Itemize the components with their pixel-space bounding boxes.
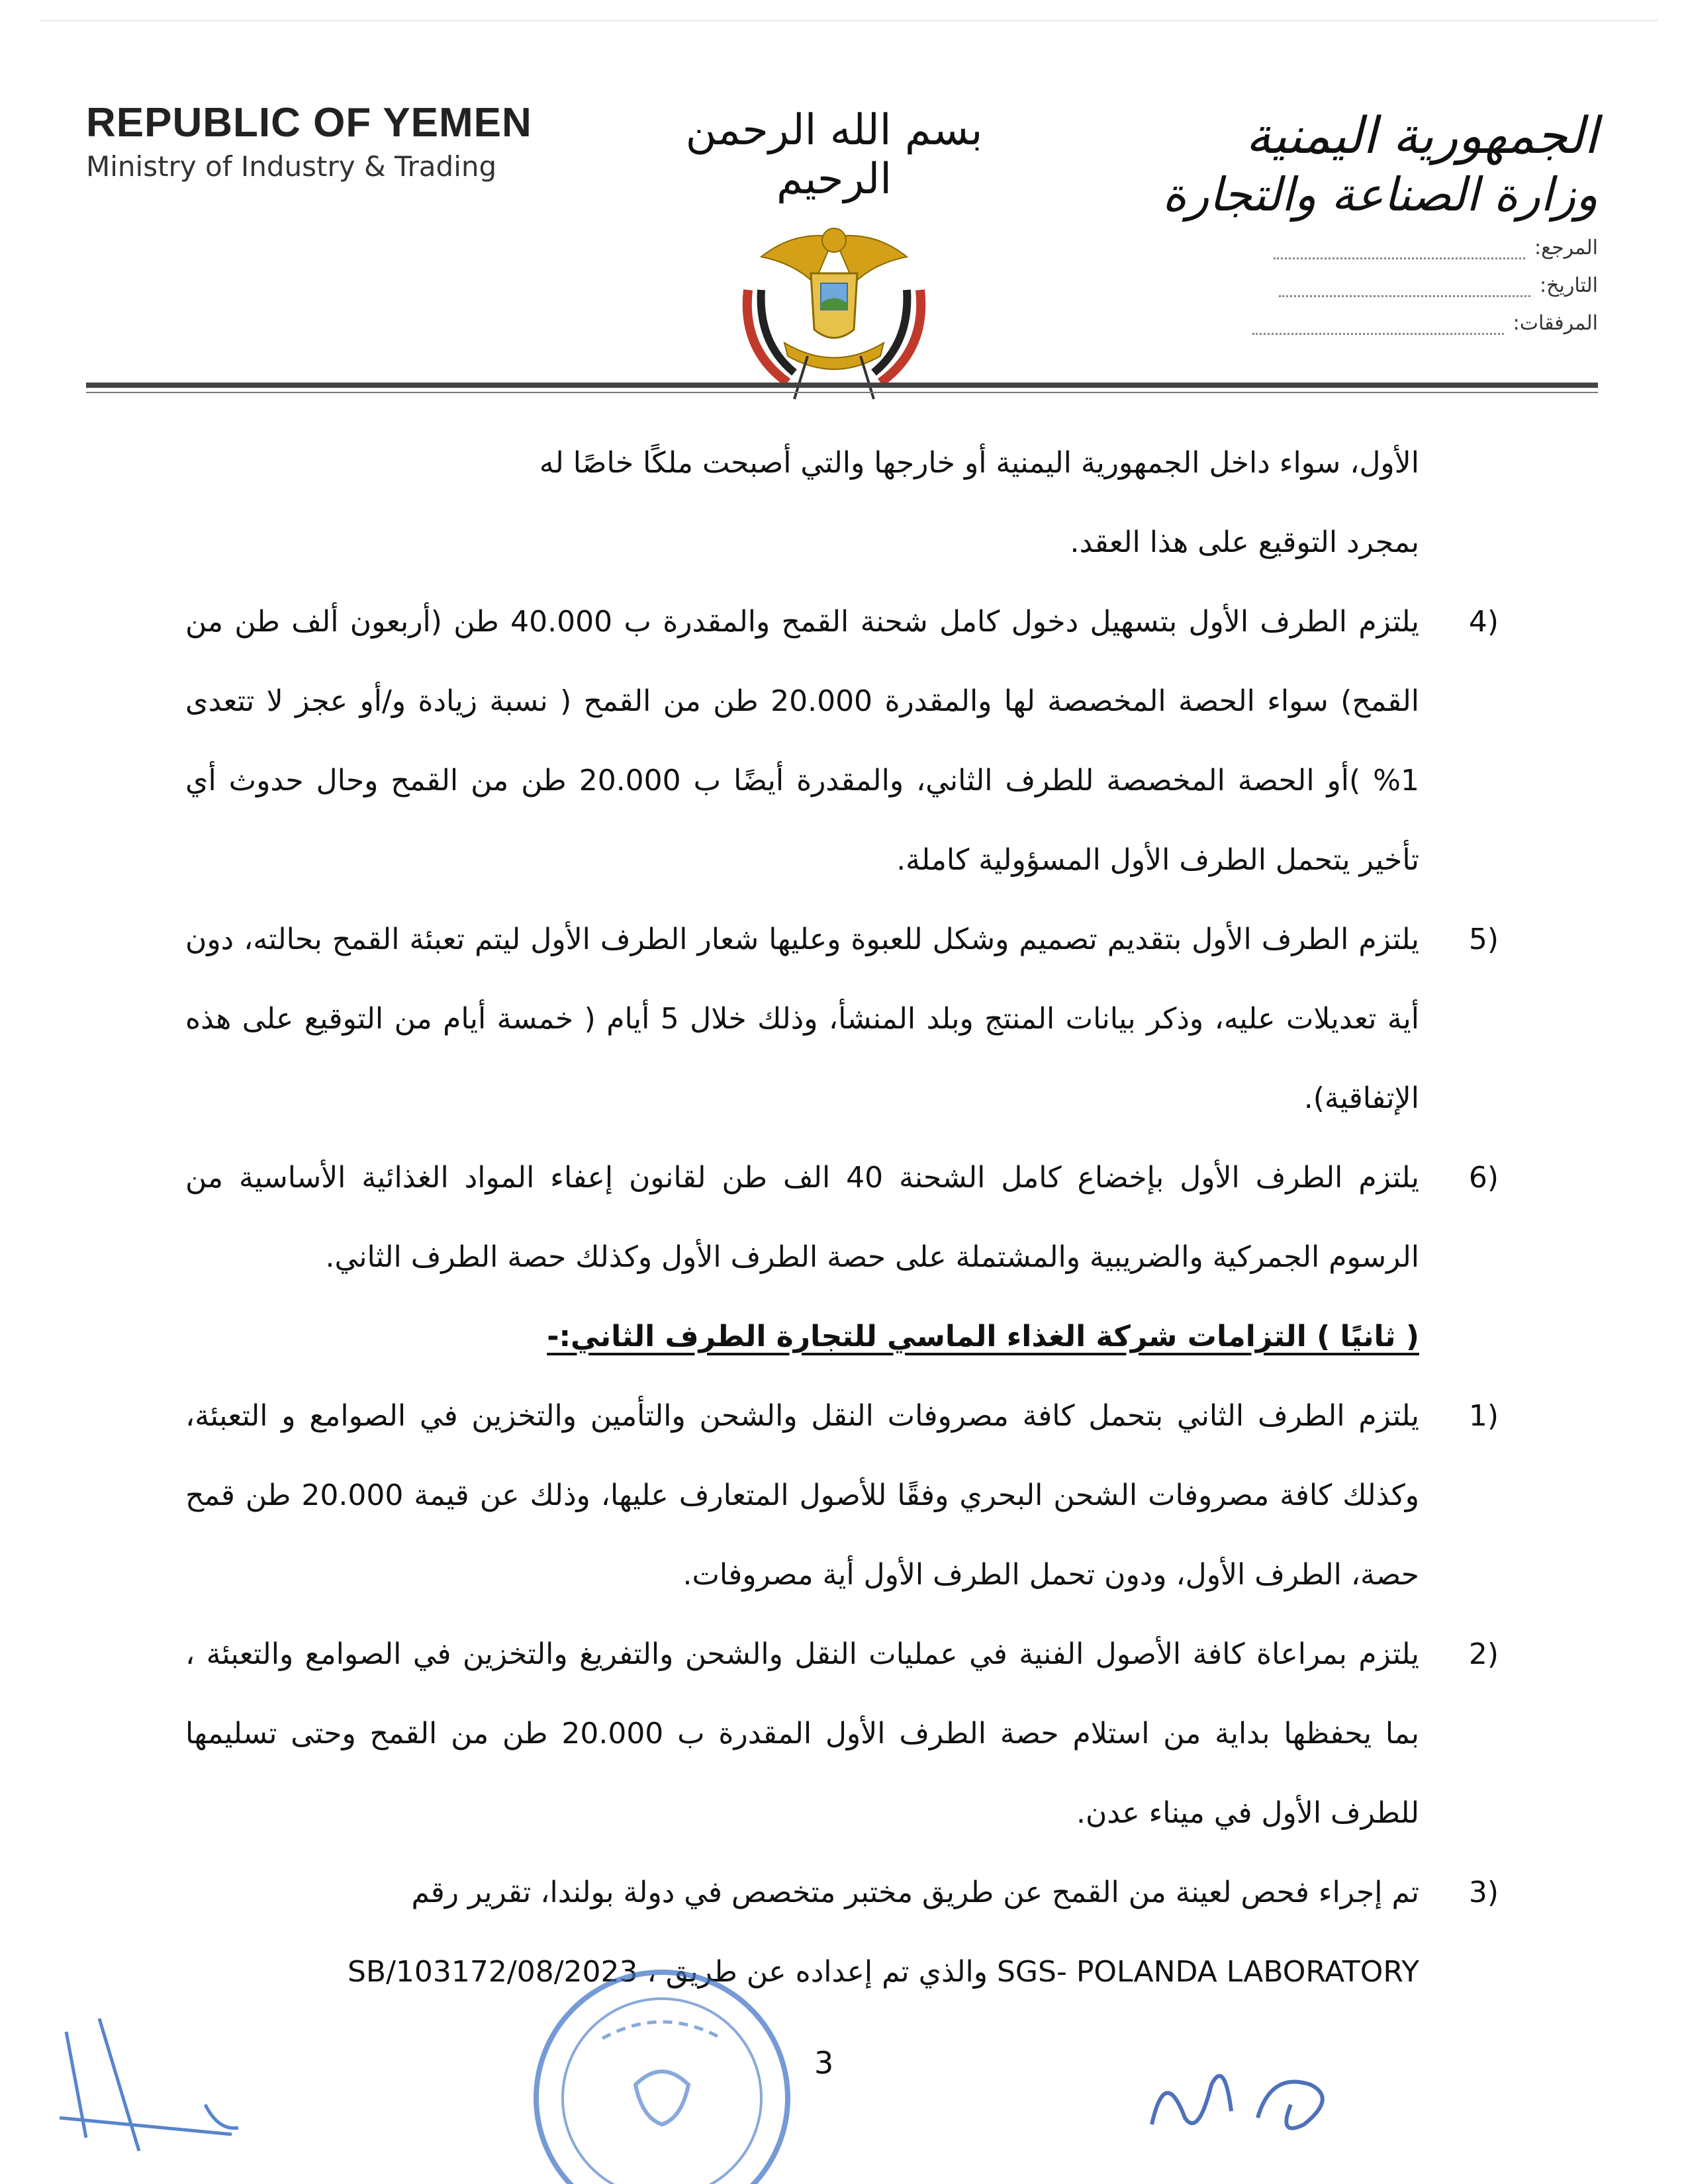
country-name-ar: الجمهورية اليمنية [1245,106,1598,165]
intro-line-2: بمجرد التوقيع على هذا العقد. [1070,525,1419,559]
date-dots [1279,278,1530,297]
yemen-emblem-icon [722,210,947,402]
header-divider [86,383,1598,388]
attachments-label: المرفقات: [1513,312,1598,335]
basmala: بسم الله الرحمن الرحيم [685,106,983,204]
second-clause-2 [185,1615,1499,1853]
clause-6 [185,1138,1499,1297]
clause-text: يلتزم الطرف الأول بإخضاع كامل الشحنة 40 الف طن لقانون إعفاء المواد الغذائية الأساسية من الرسوم الجمركية والضريبية والمشتملة على حصة الطرف الأول وكذلك حصة الطرف الثاني. [185,1161,1419,1274]
clause-number: 3) [1468,1876,1499,1909]
attachments-dots [1252,316,1504,335]
clause-number: 2) [1468,1637,1499,1671]
ministry-name-en: Ministry of Industry & Trading [86,150,497,183]
section-heading-second-party: ( ثانيًا ) التزامات شركة الغذاء الماسي للتجارة الطرف الثاني:- [547,1320,1419,1353]
page-number: 3 [814,2045,834,2081]
country-name-en: REPUBLIC OF YEMEN [86,100,532,146]
clause-number: 6) [1468,1161,1499,1195]
clause-number: 5) [1468,923,1499,956]
clause-text: يلتزم الطرف الأول بتقديم تصميم وشكل للعبوة وعليها شعار الطرف الأول ليتم تعبئة القمح بحالته، دون أية تعديلات عليه، وذكر بيانات المنتج وبلد المنشأ، وذلك خلال 5 أيام ( خمسة أيام من التوقيع على هذه الإتفاقية). [185,923,1419,1115]
reference-dots [1274,240,1525,259]
clause-text: يلتزم الطرف الثاني بتحمل كافة مصروفات النقل والشحن والتأمين والتخزين في الصوامع و التعبئة، وكذلك كافة مصروفات الشحن البحري وفقًا للأصول المتعارف عليها، وذلك عن قيمة 20.000 طن قمح حصة، الطرف الأول، ودون تحمل الطرف الأول أية مصروفات. [185,1399,1420,1592]
signature-left-icon [40,2005,252,2164]
date-label: التاريخ: [1540,274,1598,297]
clause-4 [185,582,1499,900]
signature-right-icon [1139,2045,1364,2144]
intro-line-1: الأول، سواء داخل الجمهورية اليمنية أو خارجها والتي أصبحت ملكًا خاصًا له [539,446,1419,480]
clause-number: 1) [1468,1399,1499,1433]
header-arabic-block [1121,106,1598,335]
contract-body [185,424,1499,2012]
attachments-field [1121,312,1598,335]
clause-number: 4) [1468,605,1499,639]
embassy-stamp-icon [523,1959,801,2184]
second-clause-1 [185,1377,1499,1615]
clause-text: يلتزم بمراعاة كافة الأصول الفنية في عمليات النقل والشحن والتفريغ والتخزين في الصوامع والتعبئة ، بما يحفظها بداية من استلام حصة الطرف الأول المقدرة ب 20.000 طن من القمح وحتى تسليمها للطرف الأول في ميناء عدن. [185,1637,1419,1830]
header-emblem-block [635,106,1033,402]
reference-field [1121,236,1598,259]
clause-5 [185,900,1499,1138]
ministry-name-ar: وزارة الصناعة والتجارة [1162,167,1598,222]
date-field [1121,274,1598,297]
clause-text: يلتزم الطرف الأول بتسهيل دخول كامل شحنة القمح والمقدرة ب 40.000 طن (أربعون ألف طن من القمح) سواء الحصة المخصصة لها والمقدرة 20.000 طن من القمح ( نسبة زيادة و/أو عجز لا تتعدى 1% )أو الحصة المخصصة للطرف الثاني، والمقدرة أيضًا ب 20.000 طن من القمح وحال حدوث أي تأخير يتحمل الطرف الأول المسؤولية كاملة. [185,605,1419,877]
scan-edge [40,20,1658,21]
header-divider-thin [86,392,1598,393]
header-english-block [86,99,549,183]
second-clause-3 [185,1853,1499,1933]
clause-text: تم إجراء فحص لعينة من القمح عن طريق مختبر متخصص في دولة بولندا، تقرير رقم [411,1876,1419,1909]
lab-report-line: SGS- POLANDA LABORATORY والذي تم إعداده عن طريق ، SB/103172/08/2023 [347,1955,1419,1989]
reference-label: المرجع: [1534,236,1598,259]
